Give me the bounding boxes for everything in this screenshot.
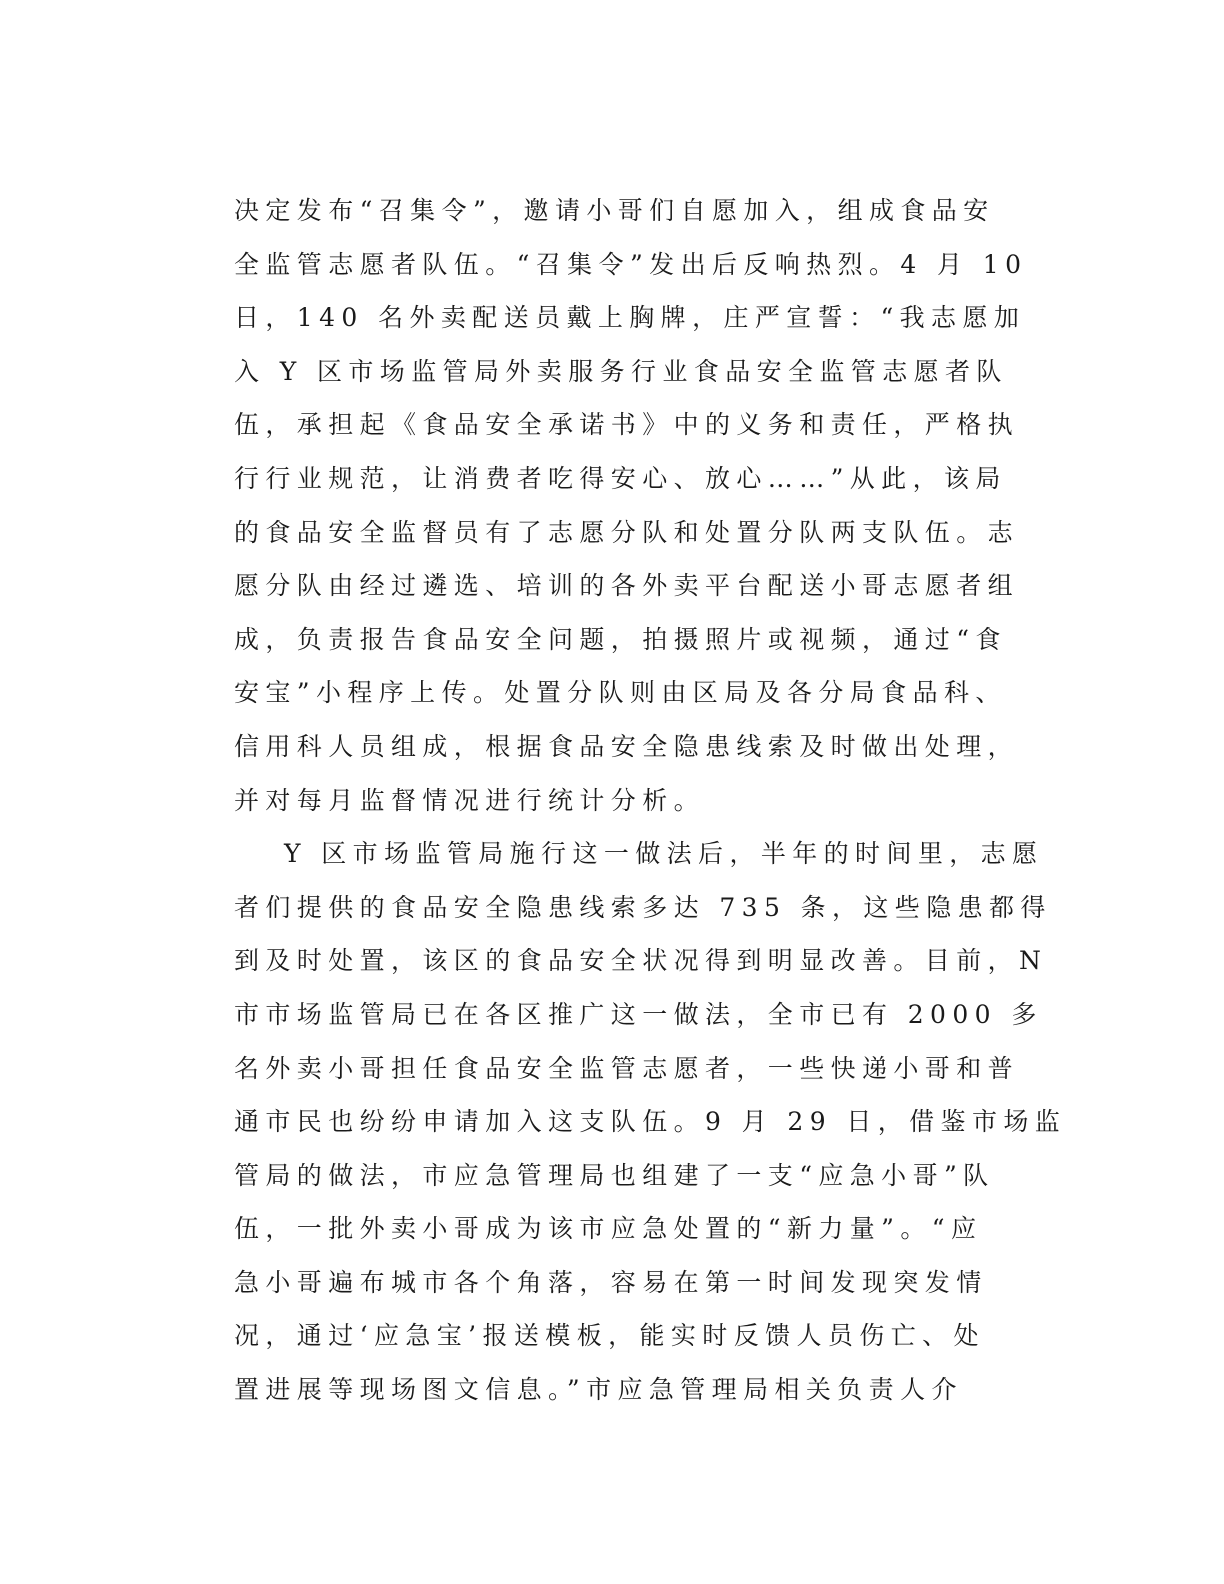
document-body	[234, 184, 1067, 1417]
text-line: 行行业规范，让消费者吃得安心、放心……”从此，该局	[234, 463, 1007, 493]
text-line: 况，通过‘应急宝’报送模板，能实时反馈人员伤亡、处	[234, 1321, 985, 1351]
text-line: 并对每月监督情况进行统计分析。	[234, 785, 706, 815]
text-line: 决定发布“召集令”，邀请小哥们自愿加入，组成食品安	[234, 196, 995, 225]
text-line: 信用科人员组成，根据食品安全隐患线索及时做出处理，	[234, 731, 1020, 761]
text-line: 市市场监管局已在各区推广这一做法，全市已有 2000 多	[234, 999, 1043, 1029]
text-line: 名外卖小哥担任食品安全监管志愿者，一些快递小哥和普	[234, 1053, 1020, 1083]
text-line: 愿分队由经过遴选、培训的各外卖平台配送小哥志愿者组	[234, 571, 1020, 601]
text-line: 安宝”小程序上传。处置分队则由区局及各分局食品科、	[234, 678, 1007, 708]
text-line: 者们提供的食品安全隐患线索多达 735 条，这些隐患都得	[234, 892, 1052, 922]
text-line: 入 Y 区市场监管局外卖服务行业食品安全监管志愿者队	[234, 356, 1008, 386]
text-line: 急小哥遍布城市各个角落，容易在第一时间发现突发情	[234, 1267, 988, 1297]
text-line: 全监管志愿者队伍。“召集令”发出后反响热烈。4 月 10	[234, 249, 1028, 279]
text-line: 的食品安全监督员有了志愿分队和处置分队两支队伍。志	[234, 517, 1020, 547]
text-line: 日，140 名外卖配送员戴上胸牌，庄严宣誓：“我志愿加	[234, 303, 1026, 333]
text-line: 成，负责报告食品安全问题，拍摄照片或视频，通过“食	[234, 624, 1007, 654]
text-line: 通市民也纷纷申请加入这支队伍。9 月 29 日，借鉴市场监	[234, 1107, 1067, 1137]
text-line: 到及时处置，该区的食品安全状况得到明显改善。目前，N	[234, 946, 1048, 976]
text-line: 伍，一批外卖小哥成为该市应急处置的“新力量”。“应	[234, 1214, 983, 1244]
text-line: 伍，承担起《食品安全承诺书》中的义务和责任，严格执	[234, 410, 1020, 440]
paragraph-start-line: Y 区市场监管局施行这一做法后，半年的时间里，志愿	[284, 839, 1044, 869]
text-line: 管局的做法，市应急管理局也组建了一支“应急小哥”队	[234, 1160, 995, 1190]
text-line: 置进展等现场图文信息。”市应急管理局相关负责人介	[234, 1375, 963, 1405]
